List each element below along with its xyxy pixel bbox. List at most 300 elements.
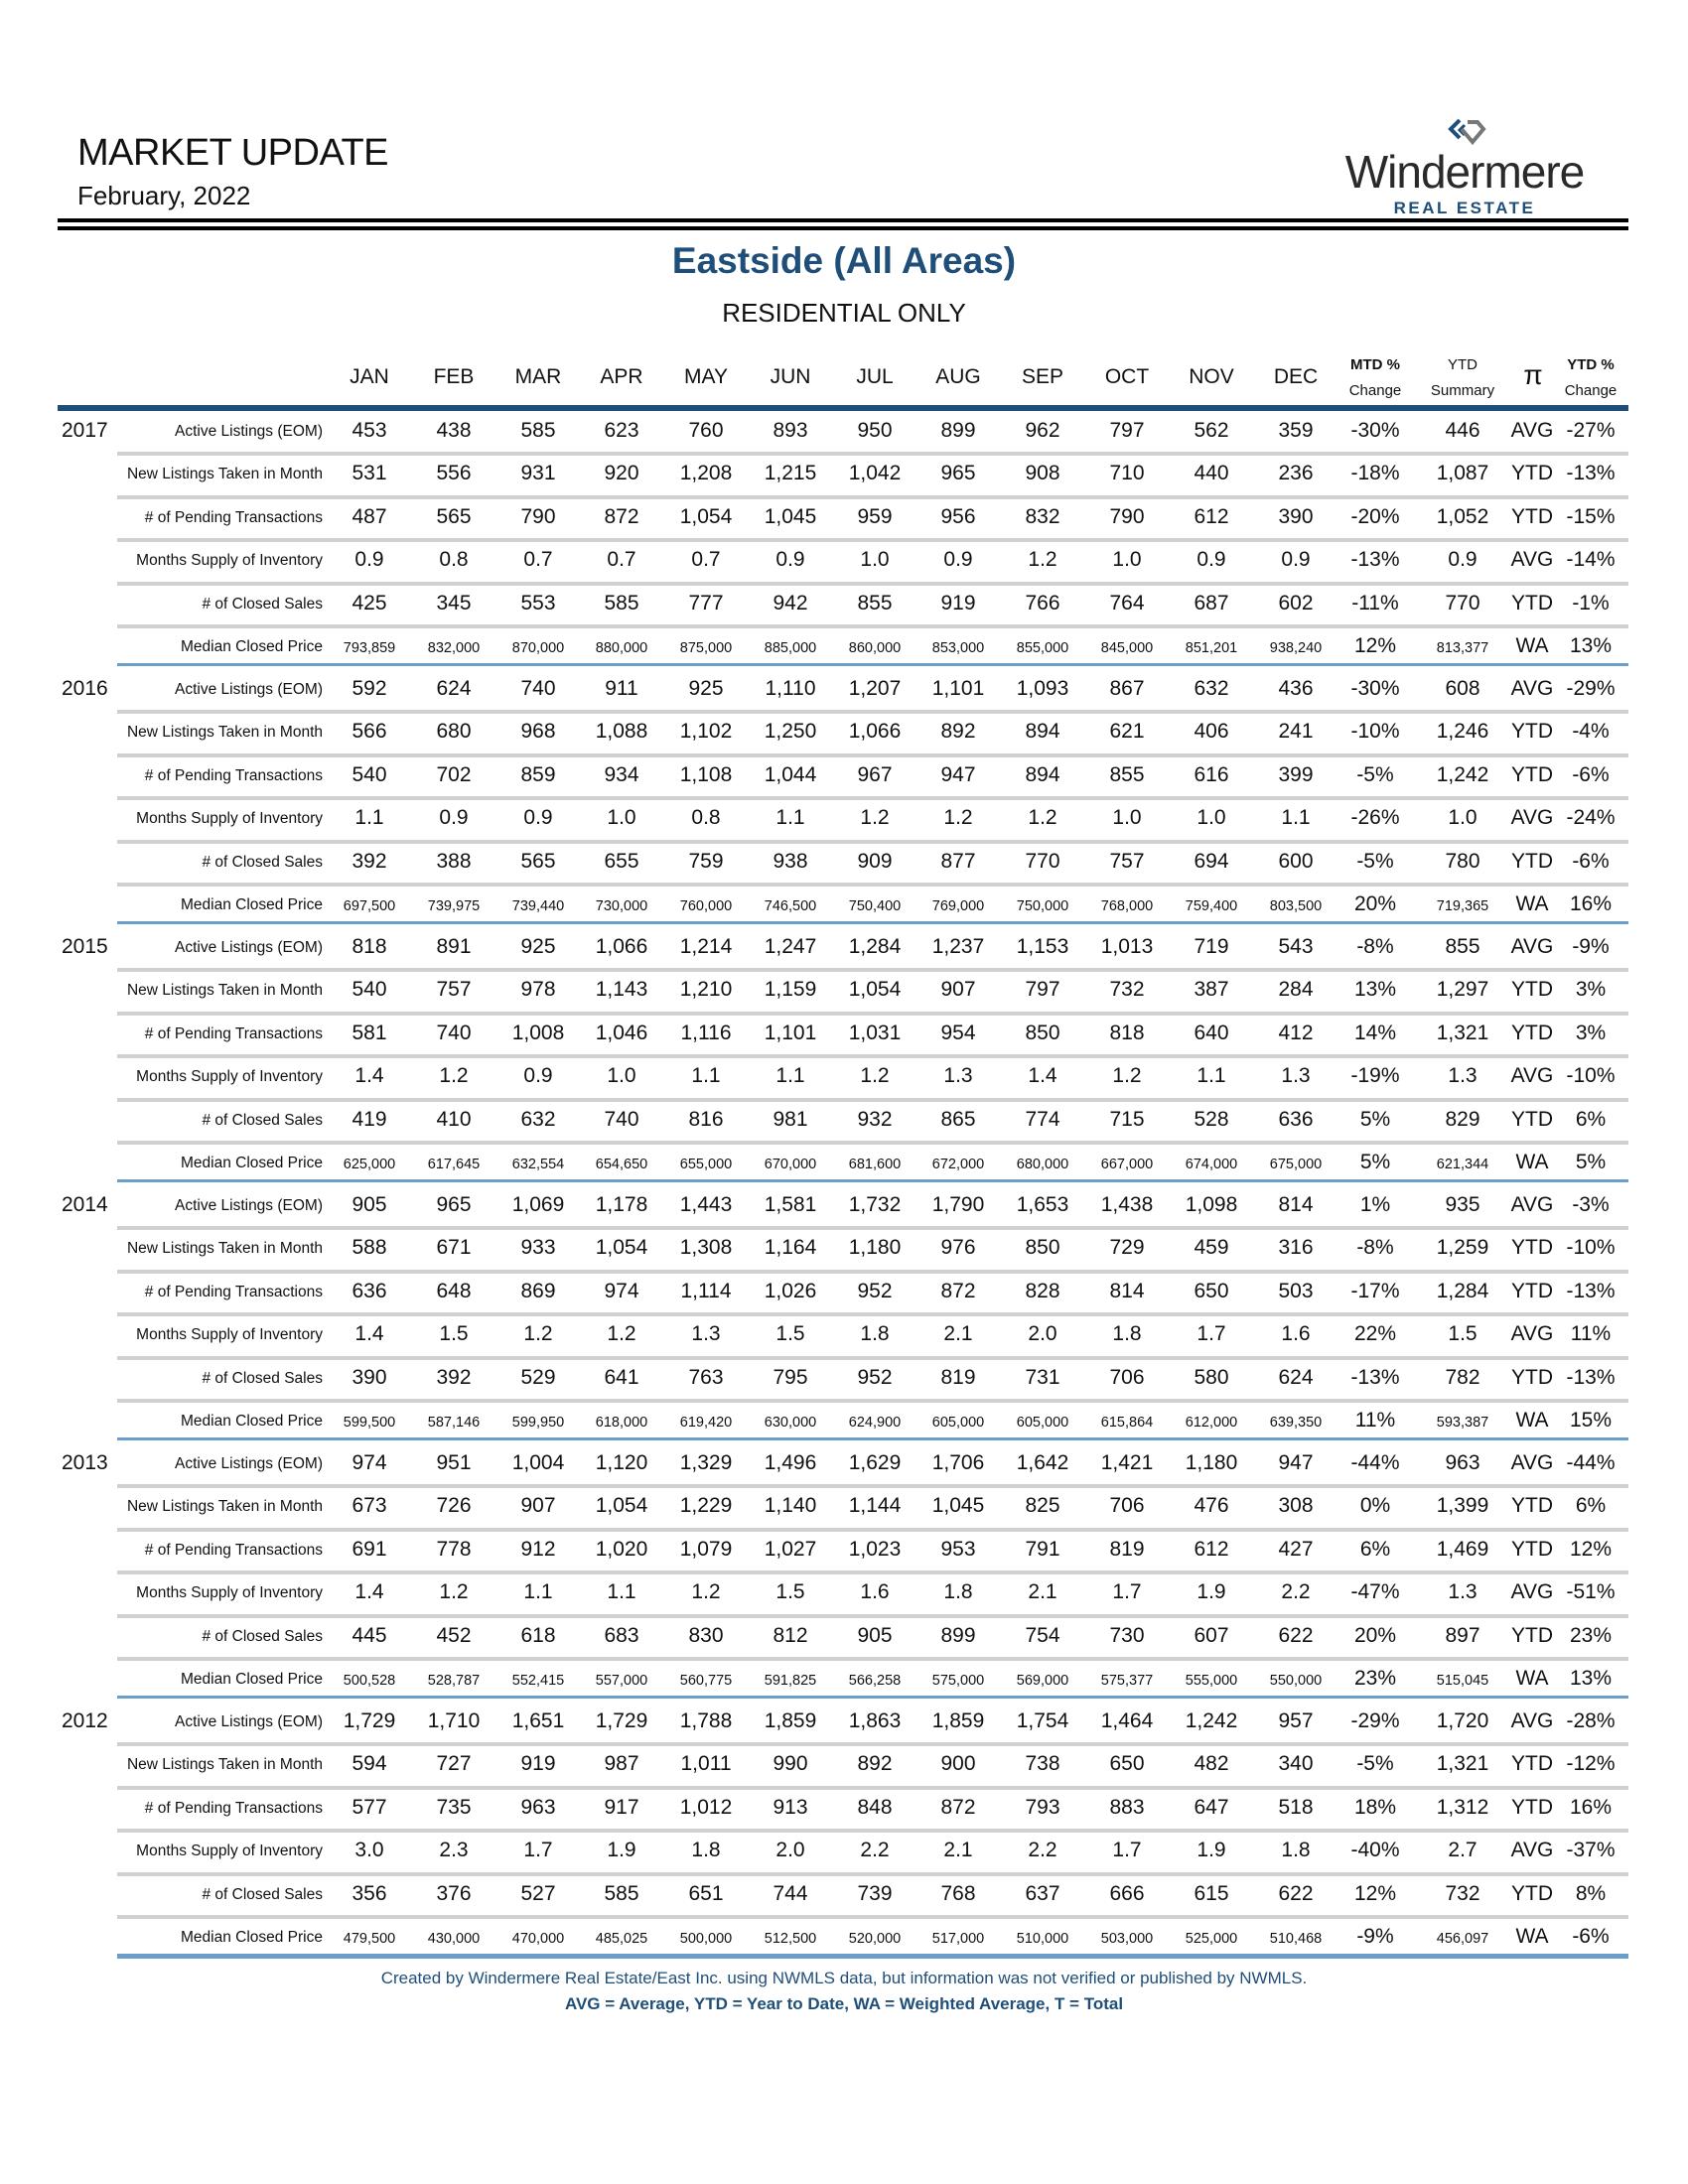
year-divider <box>117 1179 1628 1182</box>
row-label: New Listings Taken in Month <box>126 466 323 483</box>
month-value-aug: 575,000 <box>931 1673 985 1689</box>
mtd-change-value: 23% <box>1353 1667 1397 1690</box>
month-value-oct: 768,000 <box>1100 898 1154 914</box>
month-value-mar: 1.2 <box>523 1322 553 1346</box>
month-value-oct: 1,438 <box>1100 1193 1154 1216</box>
month-value-jan: 974 <box>352 1451 387 1474</box>
ytd-summary-value: 732 <box>1445 1881 1480 1905</box>
row-label: Median Closed Price <box>180 1671 323 1688</box>
table-row <box>0 1744 1688 1787</box>
month-value-apr: 641 <box>604 1365 639 1389</box>
month-value-jul: 848 <box>857 1795 893 1819</box>
column-header-jul: JUL <box>856 365 894 388</box>
month-value-aug: 853,000 <box>931 640 985 656</box>
month-value-dec: 1.6 <box>1281 1322 1311 1346</box>
month-value-oct: 1.0 <box>1112 806 1142 830</box>
mtd-change-value: 1% <box>1359 1193 1391 1216</box>
month-value-nov: 650 <box>1194 1279 1229 1302</box>
month-value-nov: 562 <box>1194 419 1229 442</box>
month-value-jul: 1,144 <box>848 1494 902 1518</box>
row-label: # of Pending Transactions <box>144 508 323 526</box>
month-value-dec: 503 <box>1278 1279 1314 1302</box>
month-value-feb: 565 <box>436 504 472 528</box>
ytd-summary-value: 897 <box>1445 1623 1480 1647</box>
month-value-mar: 919 <box>520 1752 556 1776</box>
month-value-jul: 750,400 <box>848 898 902 914</box>
month-value-jul: 932 <box>857 1107 893 1131</box>
row-label: Median Closed Price <box>180 896 323 913</box>
row-label: Months Supply of Inventory <box>136 810 323 828</box>
ytd-change-value: -15% <box>1566 504 1616 528</box>
row-label: Months Supply of Inventory <box>136 552 323 570</box>
ytd-change-value: 13% <box>1569 634 1613 657</box>
summary-type: AVG <box>1510 1064 1554 1088</box>
month-value-aug: 872 <box>940 1795 976 1819</box>
table-row <box>0 1702 1688 1744</box>
month-value-jun: 1,027 <box>764 1537 817 1561</box>
month-value-dec: 284 <box>1278 978 1314 1002</box>
month-value-may: 655,000 <box>679 1157 733 1172</box>
month-value-jun: 913 <box>773 1795 808 1819</box>
row-label: Months Supply of Inventory <box>136 1584 323 1602</box>
ytd-change-value: -14% <box>1566 548 1616 572</box>
month-value-apr: 917 <box>604 1795 639 1819</box>
row-label: # of Pending Transactions <box>144 1024 323 1042</box>
month-value-jan: 453 <box>352 419 387 442</box>
table-row <box>0 1185 1688 1228</box>
ytd-summary-value: 1.0 <box>1448 806 1477 830</box>
month-value-sep: 2.1 <box>1028 1580 1057 1604</box>
month-value-jun: 795 <box>773 1365 808 1389</box>
ytd-summary-value: 782 <box>1445 1365 1480 1389</box>
month-value-feb: 965 <box>436 1193 472 1216</box>
month-value-jan: 625,000 <box>343 1157 396 1172</box>
month-value-oct: 615,864 <box>1100 1415 1154 1431</box>
month-value-nov: 616 <box>1194 762 1229 786</box>
month-value-aug: 956 <box>940 504 976 528</box>
month-value-aug: 768 <box>940 1881 976 1905</box>
row-label: # of Pending Transactions <box>144 766 323 784</box>
column-header-feb: FEB <box>433 365 475 388</box>
month-value-nov: 580 <box>1194 1365 1229 1389</box>
mtd-change-value: -30% <box>1350 419 1400 442</box>
mtd-change-value: 14% <box>1353 1021 1397 1044</box>
month-value-dec: 316 <box>1278 1236 1314 1260</box>
ytd-header-top: YTD <box>1448 356 1477 373</box>
month-value-jan: 390 <box>352 1365 387 1389</box>
month-value-sep: 1,153 <box>1016 935 1069 958</box>
month-value-may: 1,114 <box>680 1279 732 1302</box>
ytdpct-header-top: YTD % <box>1567 356 1615 373</box>
month-value-nov: 612 <box>1194 504 1229 528</box>
table-row <box>0 1486 1688 1529</box>
month-value-jun: 1,164 <box>764 1236 817 1260</box>
month-value-jun: 893 <box>773 419 808 442</box>
mtd-change-value: 22% <box>1353 1322 1397 1346</box>
mtd-change-value: 5% <box>1359 1107 1391 1131</box>
mtd-change-value: -47% <box>1350 1580 1400 1604</box>
column-header-dec: DEC <box>1273 365 1319 388</box>
month-value-oct: 1.0 <box>1112 548 1142 572</box>
month-value-mar: 565 <box>520 849 556 873</box>
column-header-sep: SEP <box>1021 365 1064 388</box>
month-value-apr: 1.9 <box>607 1839 636 1862</box>
month-value-dec: 241 <box>1278 720 1314 744</box>
logo-wordmark: Windermere <box>1344 146 1585 198</box>
month-value-apr: 0.7 <box>607 548 636 572</box>
month-value-mar: 585 <box>520 419 556 442</box>
year-block-2014 <box>0 1185 1688 1443</box>
month-value-jan: 566 <box>352 720 387 744</box>
month-value-aug: 819 <box>940 1365 976 1389</box>
month-value-jan: 479,500 <box>343 1931 396 1947</box>
year-divider <box>117 663 1628 666</box>
month-value-apr: 880,000 <box>595 640 648 656</box>
month-value-jun: 630,000 <box>764 1415 817 1431</box>
table-row <box>0 1100 1688 1143</box>
month-value-jul: 1.8 <box>860 1322 890 1346</box>
month-value-oct: 818 <box>1109 1021 1145 1044</box>
month-value-dec: 624 <box>1278 1365 1314 1389</box>
month-value-feb: 671 <box>436 1236 472 1260</box>
month-value-may: 651 <box>688 1881 724 1905</box>
ytd-change-value: -10% <box>1566 1236 1616 1260</box>
row-label: New Listings Taken in Month <box>126 1498 323 1516</box>
mtd-change-value: 20% <box>1353 892 1397 915</box>
month-value-apr: 585 <box>604 1881 639 1905</box>
summary-type: AVG <box>1510 1839 1554 1862</box>
report-date: February, 2022 <box>77 181 251 210</box>
month-value-nov: 607 <box>1194 1623 1229 1647</box>
month-value-jun: 1.1 <box>775 806 805 830</box>
month-value-dec: 675,000 <box>1269 1157 1323 1172</box>
ytd-summary-value: 515,045 <box>1436 1673 1489 1689</box>
month-value-jun: 1,215 <box>764 462 817 485</box>
month-value-jun: 0.9 <box>775 548 805 572</box>
month-value-jan: 0.9 <box>354 548 384 572</box>
month-value-oct: 715 <box>1109 1107 1145 1131</box>
month-value-mar: 925 <box>520 935 556 958</box>
ytd-summary-value: 456,097 <box>1436 1931 1489 1947</box>
month-value-jun: 938 <box>773 849 808 873</box>
month-value-jul: 1.6 <box>860 1580 890 1604</box>
mtd-change-value: 20% <box>1353 1623 1397 1647</box>
month-value-may: 1,443 <box>679 1193 733 1216</box>
logo-subtitle: REAL ESTATE <box>1393 199 1536 217</box>
row-label: Months Supply of Inventory <box>136 1068 323 1086</box>
column-header-ytd-pct-change <box>1551 355 1630 401</box>
page-title: Eastside (All Areas) <box>671 240 1017 281</box>
month-value-nov: 459 <box>1194 1236 1229 1260</box>
month-value-nov: 640 <box>1194 1021 1229 1044</box>
column-header-aug: AUG <box>935 365 981 388</box>
month-value-oct: 575,377 <box>1100 1673 1154 1689</box>
table-row <box>0 1443 1688 1486</box>
month-value-jul: 1,023 <box>848 1537 902 1561</box>
month-value-may: 1,788 <box>679 1709 733 1732</box>
month-value-feb: 556 <box>436 462 472 485</box>
ytd-change-value: 15% <box>1569 1409 1613 1432</box>
month-value-nov: 1,242 <box>1185 1709 1238 1732</box>
summary-type: YTD <box>1511 978 1553 1002</box>
ytd-change-value: -6% <box>1572 849 1610 873</box>
ytd-change-value: 8% <box>1575 1881 1607 1905</box>
ytd-change-value: 23% <box>1569 1623 1613 1647</box>
month-value-mar: 529 <box>520 1365 556 1389</box>
mtd-change-value: -40% <box>1350 1839 1400 1862</box>
month-value-dec: 2.2 <box>1281 1580 1311 1604</box>
month-value-may: 1,011 <box>680 1752 732 1776</box>
windermere-diamond-icon <box>1448 117 1487 147</box>
month-value-jul: 681,600 <box>848 1157 902 1172</box>
month-value-nov: 612 <box>1194 1537 1229 1561</box>
month-value-jan: 540 <box>352 978 387 1002</box>
month-value-oct: 706 <box>1109 1494 1145 1518</box>
ytd-change-value: -12% <box>1566 1752 1616 1776</box>
month-value-jun: 2.0 <box>775 1839 805 1862</box>
row-label: Median Closed Price <box>180 1413 323 1430</box>
month-value-sep: 850 <box>1025 1236 1060 1260</box>
month-value-mar: 632 <box>520 1107 556 1131</box>
month-value-dec: 622 <box>1278 1881 1314 1905</box>
month-value-feb: 951 <box>436 1451 472 1474</box>
month-value-aug: 899 <box>940 1623 976 1647</box>
month-value-dec: 1.8 <box>1281 1839 1311 1862</box>
month-value-jun: 990 <box>773 1752 808 1776</box>
month-value-may: 760,000 <box>679 898 733 914</box>
month-value-dec: 636 <box>1278 1107 1314 1131</box>
summary-type: AVG <box>1510 1580 1554 1604</box>
month-value-nov: 1,180 <box>1185 1451 1238 1474</box>
month-value-feb: 388 <box>436 849 472 873</box>
month-value-apr: 934 <box>604 762 639 786</box>
row-label: # of Closed Sales <box>202 1369 323 1387</box>
row-label: # of Closed Sales <box>202 1627 323 1645</box>
month-value-jun: 1,101 <box>764 1021 817 1044</box>
year-block-2015 <box>0 927 1688 1185</box>
month-value-apr: 585 <box>604 591 639 614</box>
row-label: # of Pending Transactions <box>144 1799 323 1817</box>
month-value-jan: 636 <box>352 1279 387 1302</box>
month-value-jul: 1,054 <box>848 978 902 1002</box>
month-value-nov: 387 <box>1194 978 1229 1002</box>
month-value-jul: 739 <box>857 1881 893 1905</box>
month-value-may: 1,079 <box>679 1537 733 1561</box>
month-value-jul: 1,042 <box>848 462 902 485</box>
ytd-summary-value: 446 <box>1445 419 1480 442</box>
month-value-mar: 470,000 <box>511 1931 565 1947</box>
summary-type: AVG <box>1510 419 1554 442</box>
month-value-oct: 706 <box>1109 1365 1145 1389</box>
mtd-change-value: -13% <box>1350 1365 1400 1389</box>
month-value-may: 1.2 <box>691 1580 721 1604</box>
month-value-may: 759 <box>688 849 724 873</box>
footer-legend: AVG = Average, YTD = Year to Date, WA = Weighted Average, T = Total <box>564 1994 1124 2013</box>
month-value-may: 1,210 <box>679 978 733 1002</box>
month-value-feb: 891 <box>436 935 472 958</box>
month-value-jan: 356 <box>352 1881 387 1905</box>
month-value-feb: 410 <box>436 1107 472 1131</box>
month-value-jul: 1,732 <box>848 1193 902 1216</box>
month-value-jul: 1.2 <box>860 1064 890 1088</box>
month-value-apr: 1,054 <box>595 1236 648 1260</box>
month-value-dec: 947 <box>1278 1451 1314 1474</box>
ytd-summary-value: 1,399 <box>1436 1494 1489 1518</box>
month-value-may: 830 <box>688 1623 724 1647</box>
month-value-feb: 624 <box>436 677 472 700</box>
summary-type: YTD <box>1511 1881 1553 1905</box>
mtd-change-value: -18% <box>1350 462 1400 485</box>
ytd-summary-value: 1.3 <box>1448 1064 1477 1088</box>
summary-type: WA <box>1515 1151 1549 1173</box>
month-value-sep: 1.4 <box>1028 1064 1057 1088</box>
ytd-change-value: 6% <box>1575 1107 1607 1131</box>
month-value-oct: 790 <box>1109 504 1145 528</box>
mtd-header-top: MTD % <box>1350 356 1400 373</box>
month-value-sep: 510,000 <box>1016 1931 1069 1947</box>
month-value-jun: 1,045 <box>764 504 817 528</box>
month-value-mar: 0.7 <box>523 548 553 572</box>
mtd-change-value: -26% <box>1350 806 1400 830</box>
month-value-dec: 510,468 <box>1269 1931 1323 1947</box>
ytd-summary-value: 0.9 <box>1448 548 1477 572</box>
month-value-jan: 3.0 <box>354 1839 384 1862</box>
month-value-jun: 1,026 <box>764 1279 817 1302</box>
month-value-jul: 2.2 <box>860 1839 890 1862</box>
month-value-jun: 1,581 <box>764 1193 817 1216</box>
mtd-change-value: 11% <box>1354 1409 1396 1432</box>
month-value-may: 816 <box>688 1107 724 1131</box>
ytd-change-value: -10% <box>1566 1064 1616 1088</box>
row-label: Median Closed Price <box>180 638 323 655</box>
month-value-jan: 599,500 <box>343 1415 396 1431</box>
month-value-nov: 440 <box>1194 462 1229 485</box>
ytd-summary-value: 2.7 <box>1448 1839 1477 1862</box>
month-value-sep: 908 <box>1025 462 1060 485</box>
month-value-jan: 1.4 <box>354 1064 384 1088</box>
month-value-oct: 855 <box>1109 762 1145 786</box>
month-value-dec: 390 <box>1278 504 1314 528</box>
ytd-summary-value: 829 <box>1445 1107 1480 1131</box>
month-value-nov: 1,098 <box>1185 1193 1238 1216</box>
month-value-jul: 959 <box>857 504 893 528</box>
ytd-summary-value: 1.3 <box>1448 1580 1477 1604</box>
month-value-apr: 1,143 <box>595 978 648 1002</box>
month-value-jan: 1.1 <box>354 806 384 830</box>
month-value-jan: 1.4 <box>354 1322 384 1346</box>
month-value-feb: 438 <box>436 419 472 442</box>
month-value-apr: 1,088 <box>595 720 648 744</box>
month-value-dec: 602 <box>1278 591 1314 614</box>
month-value-jul: 566,258 <box>848 1673 902 1689</box>
month-value-aug: 2.1 <box>943 1322 973 1346</box>
month-value-jun: 1,044 <box>764 762 817 786</box>
month-value-apr: 911 <box>605 677 638 700</box>
month-value-apr: 623 <box>604 419 639 442</box>
table-row <box>0 842 1688 885</box>
month-value-feb: 702 <box>436 762 472 786</box>
month-value-may: 560,775 <box>679 1673 733 1689</box>
month-value-jul: 860,000 <box>848 640 902 656</box>
month-value-feb: 587,146 <box>427 1415 481 1431</box>
month-value-sep: 797 <box>1025 978 1060 1002</box>
month-value-dec: 436 <box>1278 677 1314 700</box>
month-value-may: 1,229 <box>679 1494 733 1518</box>
month-value-oct: 1,464 <box>1100 1709 1154 1732</box>
summary-type: YTD <box>1511 591 1553 614</box>
mtd-change-value: -44% <box>1350 1451 1400 1474</box>
month-value-jul: 905 <box>857 1623 893 1647</box>
year-block-2012 <box>0 1702 1688 1960</box>
month-value-sep: 605,000 <box>1016 1415 1069 1431</box>
column-header-mar: MAR <box>514 365 562 388</box>
month-value-may: 1,329 <box>679 1451 733 1474</box>
month-value-feb: 735 <box>436 1795 472 1819</box>
month-value-nov: 647 <box>1194 1795 1229 1819</box>
ytd-change-value: -51% <box>1566 1580 1616 1604</box>
row-label: Months Supply of Inventory <box>136 1326 323 1344</box>
table-row <box>0 1272 1688 1314</box>
month-value-jan: 588 <box>352 1236 387 1260</box>
ytd-change-value: -37% <box>1566 1839 1616 1862</box>
month-value-sep: 894 <box>1025 762 1060 786</box>
table-row <box>0 1831 1688 1873</box>
month-value-aug: 1,790 <box>931 1193 985 1216</box>
ytd-summary-value: 1,259 <box>1436 1236 1489 1260</box>
month-value-dec: 236 <box>1278 462 1314 485</box>
month-value-sep: 1.2 <box>1028 806 1057 830</box>
month-value-jan: 594 <box>352 1752 387 1776</box>
month-value-jul: 1,863 <box>848 1709 902 1732</box>
month-value-sep: 1,754 <box>1016 1709 1069 1732</box>
month-value-mar: 790 <box>520 504 556 528</box>
month-value-oct: 819 <box>1109 1537 1145 1561</box>
table-row <box>0 1056 1688 1099</box>
month-value-aug: 965 <box>940 462 976 485</box>
table-row <box>0 1014 1688 1056</box>
row-label: # of Pending Transactions <box>144 1541 323 1559</box>
month-value-nov: 482 <box>1194 1752 1229 1776</box>
month-value-feb: 1.2 <box>439 1064 469 1088</box>
summary-type: YTD <box>1511 1279 1553 1302</box>
row-label: Active Listings (EOM) <box>174 1455 323 1472</box>
ytd-change-value: -6% <box>1572 1925 1610 1948</box>
month-value-jul: 1,031 <box>848 1021 902 1044</box>
column-header-oct: OCT <box>1104 365 1150 388</box>
month-value-sep: 754 <box>1025 1623 1060 1647</box>
ytd-change-value: 13% <box>1569 1667 1613 1690</box>
ytd-change-value: -4% <box>1572 720 1610 744</box>
month-value-aug: 1,045 <box>931 1494 985 1518</box>
month-value-mar: 933 <box>520 1236 556 1260</box>
month-value-sep: 766 <box>1025 591 1060 614</box>
month-value-mar: 552,415 <box>511 1673 565 1689</box>
month-value-may: 1.3 <box>691 1322 721 1346</box>
summary-type: WA <box>1515 634 1549 657</box>
month-value-jan: 445 <box>352 1623 387 1647</box>
month-value-jul: 1,284 <box>848 935 902 958</box>
table-row <box>0 1874 1688 1917</box>
month-value-feb: 1.2 <box>439 1580 469 1604</box>
month-value-feb: 1.5 <box>439 1322 469 1346</box>
month-value-oct: 729 <box>1109 1236 1145 1260</box>
footer-disclaimer: Created by Windermere Real Estate/East Inc. using NWMLS data, but information was not verified or published by NWMLS. <box>380 1969 1308 1987</box>
month-value-mar: 599,950 <box>511 1415 565 1431</box>
row-label: New Listings Taken in Month <box>126 1756 323 1774</box>
month-value-aug: 1,859 <box>931 1709 985 1732</box>
mtd-change-value: -20% <box>1350 504 1400 528</box>
ytd-change-value: 6% <box>1575 1494 1607 1518</box>
